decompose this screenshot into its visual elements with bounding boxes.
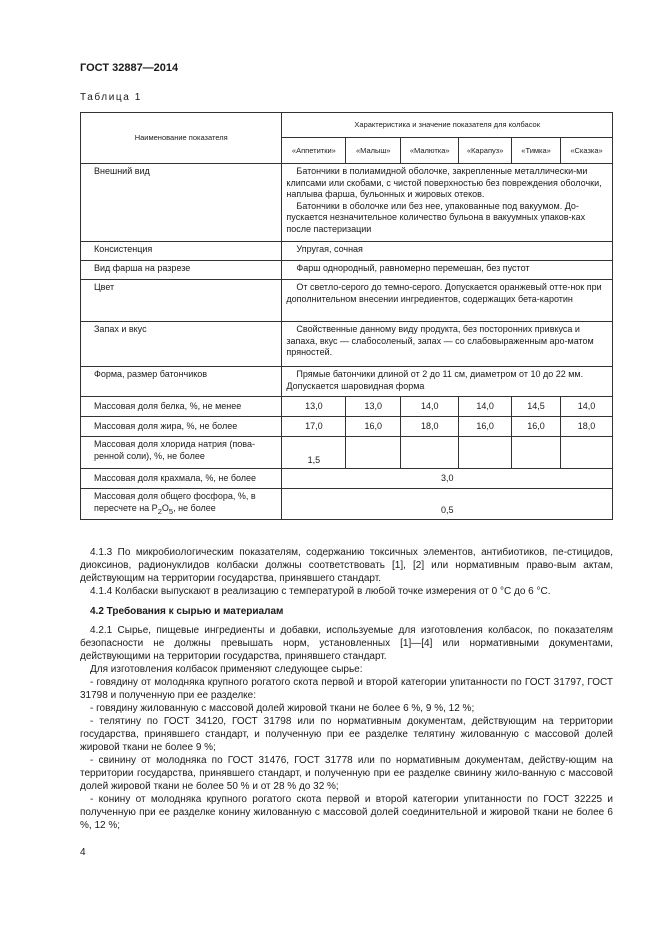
row-value: Упругая, сочная — [282, 242, 613, 261]
empty-cell — [401, 437, 459, 469]
shape-text-2: Допускается шаровидная форма — [286, 380, 425, 391]
appearance-text-2: Батончики в оболочке или без нее, упакованные под вакуумом. До-пускается незначительное количество бульона в вакуумных упаков-ках после пастеризации — [286, 200, 586, 234]
brand-header: «Малютка» — [401, 138, 459, 164]
value-cell: 1,5 — [282, 437, 346, 469]
row-label: Массовая доля хлорида натрия (пова-ренной соли), %, не более — [81, 437, 282, 469]
value-cell: 14,5 — [512, 397, 561, 417]
shape-text-1: Прямые батончики длиной от 2 до 11 см, диаметром от 10 до 22 мм. — [296, 369, 584, 379]
table-row — [81, 367, 613, 397]
paragraph-4-2-1: 4.2.1 Сырье, пищевые ингредиенты и добавки, используемые для изготовления колбасок, по показателям безопасности не должны превышать норм, установленных [1]—[4] или нормативными документами, действующими на территории государства, принявшего стандарт. — [80, 625, 613, 662]
value-cell: 16,0 — [346, 417, 401, 437]
row-label: Массовая доля крахмала, %, не более — [81, 469, 282, 489]
list-item: - конину от молодняка крупного рогатого скота первой и второй категории упитанности по ГОСТ 32225 и полученную при ее разделке конину жилованную с массовой долей соединительной и жировой ткани не более 6 %, 12 %; — [80, 794, 613, 831]
appearance-text-1: Батончики в полиамидной оболочке, закрепленные металлически-ми клипсами или скобами, с чистой поверхностью без повреждения оболочки, наплыва фарша, бульонных и жировых отеков. — [286, 166, 602, 199]
row-value: Свойственные данному виду продукта, без посторонних привкуса и запаха, вкус — слабосоленый, запах — со слабовыраженным аро-матом пряностей. — [282, 322, 613, 367]
row-value — [282, 367, 613, 397]
value-cell: 3,0 — [282, 469, 613, 489]
body-text — [80, 546, 613, 832]
empty-cell — [346, 437, 401, 469]
list-item: - свинину от молодняка по ГОСТ 31476, ГОСТ 31778 или по нормативным документам, действу-ющим на территории государства, принявшего стандарт, и полученную при ее разделке свинину жило-ванную с массовой долей жировой ткани не более 50 % и от 28 % до 32 %; — [80, 755, 613, 792]
table-row — [81, 164, 613, 242]
value-cell: 14,0 — [561, 397, 613, 417]
table-row — [81, 322, 613, 367]
table-row — [81, 469, 613, 489]
phosphorus-label-a: Массовая доля общего фосфора, %, в — [94, 491, 256, 501]
table-row — [81, 489, 613, 520]
table-row — [81, 280, 613, 322]
table-header-row — [81, 113, 613, 138]
phosphorus-mid: О — [161, 502, 169, 513]
table-caption: Таблица 1 — [80, 92, 142, 103]
paragraph-4-1-4: 4.1.4 Колбаски выпускают в реализацию с температурой в любой точке измерения от 0 °С до 6 °С. — [90, 586, 551, 597]
value-cell: 16,0 — [459, 417, 512, 437]
phosphorus-label-b: пересчете на Р — [94, 502, 158, 513]
row-label: Цвет — [81, 280, 282, 322]
row-label: Массовая доля жира, %, не более — [81, 417, 282, 437]
brand-header: «Карапуз» — [459, 138, 512, 164]
phosphorus-label-c: , не более — [173, 502, 216, 513]
brand-header: «Малыш» — [346, 138, 401, 164]
table-row — [81, 437, 613, 469]
paragraph-4-1-3: 4.1.3 По микробиологическим показателям, содержанию токсичных элементов, антибиотиков, пе-стицидов, диоксинов, радионуклидов колбаски должны соответствовать [1], [2] или нормативным право-вым актам, действующим на территории государства, принявшего стандарт. — [80, 547, 613, 584]
row-label: Вид фарша на разрезе — [81, 261, 282, 280]
phosphorus-sub-2: 5 — [168, 506, 174, 516]
row-label: Форма, размер батончиков — [81, 367, 282, 397]
raw-materials-intro: Для изготовления колбасок применяют следующее сырье: — [90, 664, 363, 675]
section-heading-4-2: 4.2 Требования к сырью и материалам — [90, 606, 284, 617]
list-item: - говядину от молодняка крупного рогатого скота первой и второй категории упитанности по ГОСТ 31797, ГОСТ 31798 и полученную при ее разделке: — [80, 677, 613, 701]
list-item: - телятину по ГОСТ 34120, ГОСТ 31798 или по нормативным документам, действующим на территории государства, принявшего стандарт, и полученную при ее разделке телятину жилованную с массовой долей жировой ткани не более 9 %; — [80, 716, 613, 753]
row-label: Внешний вид — [81, 164, 282, 242]
value-cell: 18,0 — [401, 417, 459, 437]
table-row — [81, 417, 613, 437]
table-row — [81, 261, 613, 280]
row-value — [282, 164, 613, 242]
table-row — [81, 242, 613, 261]
page-number: 4 — [80, 847, 86, 858]
value-cell: 14,0 — [401, 397, 459, 417]
standard-header: ГОСТ 32887—2014 — [80, 62, 179, 74]
row-label: Консистенция — [81, 242, 282, 261]
empty-cell — [512, 437, 561, 469]
row-label — [81, 489, 282, 520]
header-characteristics: Характеристика и значение показателя для колбасок — [282, 113, 613, 138]
phosphorus-sub-1: 2 — [157, 506, 162, 516]
brand-header: «Тимка» — [512, 138, 561, 164]
empty-cell — [561, 437, 613, 469]
value-cell: 16,0 — [512, 417, 561, 437]
brand-header: «Аппетитки» — [282, 138, 346, 164]
row-value: От светло-серого до темно-серого. Допускается оранжевый отте-нок при дополнительном внесении ингредиентов, содержащих бета-каротин — [282, 280, 613, 322]
brand-header: «Сказка» — [561, 138, 613, 164]
row-label: Запах и вкус — [81, 322, 282, 367]
characteristics-table — [80, 112, 613, 520]
value-cell: 13,0 — [346, 397, 401, 417]
empty-cell — [459, 437, 512, 469]
value-cell: 17,0 — [282, 417, 346, 437]
value-cell: 13,0 — [282, 397, 346, 417]
row-value: Фарш однородный, равномерно перемешан, без пустот — [282, 261, 613, 280]
value-cell: 0,5 — [282, 489, 613, 520]
value-cell: 18,0 — [561, 417, 613, 437]
row-label: Массовая доля белка, %, не менее — [81, 397, 282, 417]
header-indicator-name: Наименование показателя — [81, 113, 282, 164]
value-cell: 14,0 — [459, 397, 512, 417]
list-item: - говядину жилованную с массовой долей жировой ткани не более 6 %, 9 %, 12 %; — [90, 703, 475, 714]
table-row — [81, 397, 613, 417]
